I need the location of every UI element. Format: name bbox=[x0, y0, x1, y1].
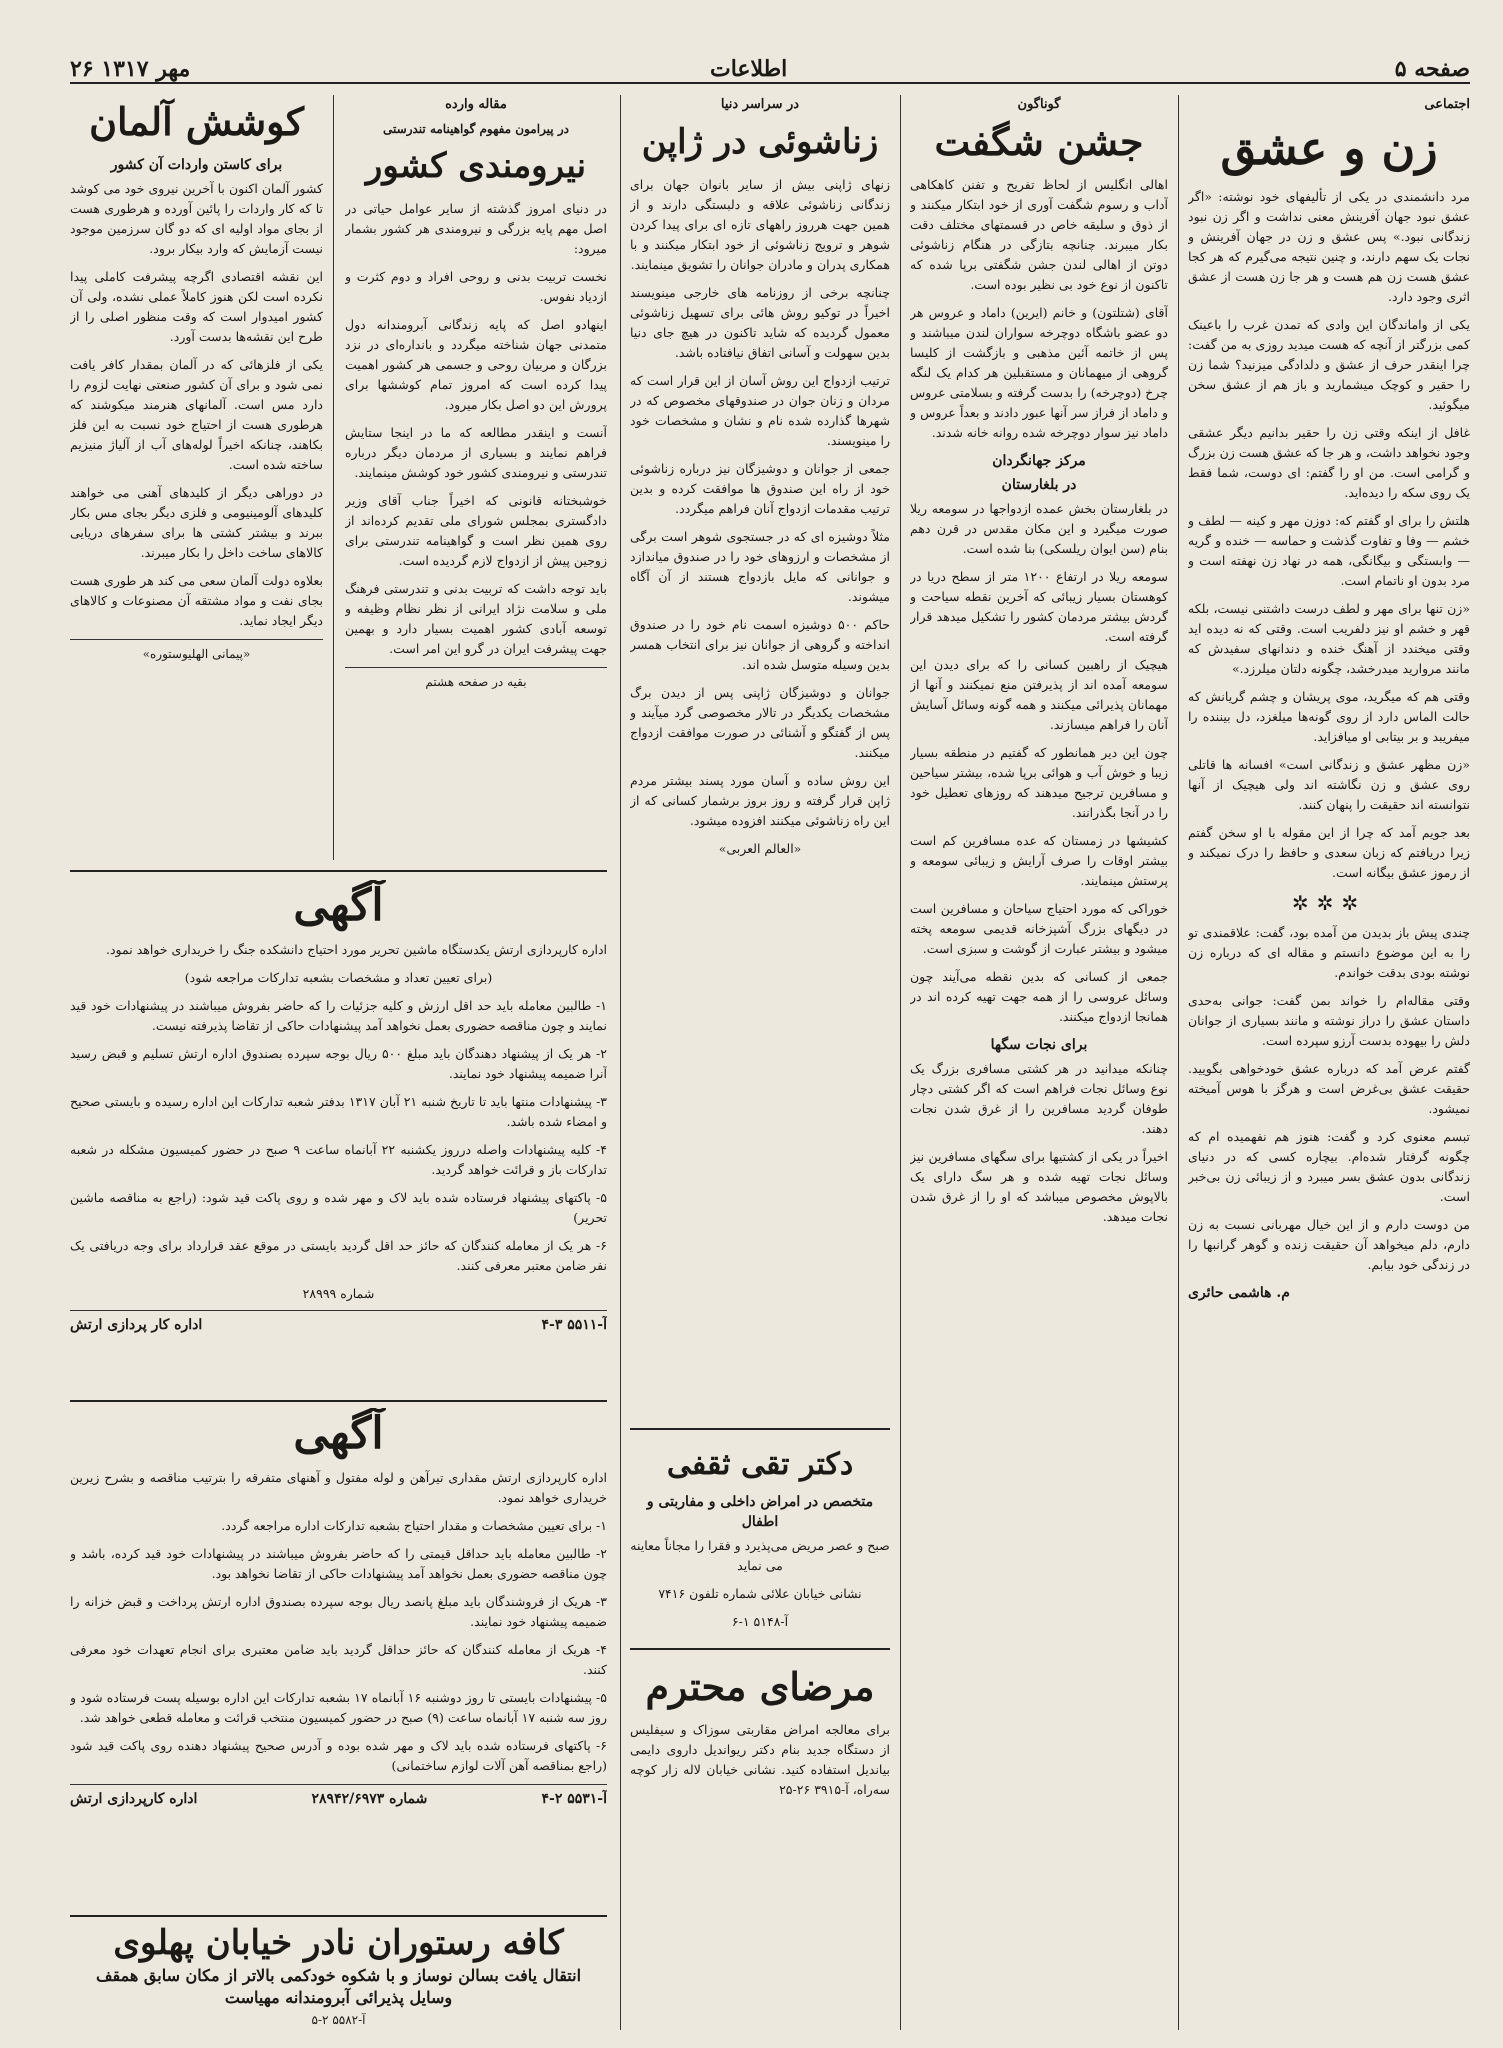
article-title: زناشوئی در ژاپن bbox=[641, 122, 879, 162]
paragraph: بعد جویم آمد که چرا از این مقوله با او سخن گفتم زیرا دریافتم که زبان سعدی و حافظ را درک نمیکند و از رموز عشق بیگانه است. bbox=[1188, 825, 1470, 880]
cafe-restaurant-advertisement bbox=[70, 1920, 607, 2040]
ad-text: برای معالجه امراض مقاربتی سوزاک و سیفلیس از دستگاه جدید بنام دکتر ریواندیل داروی دایمی بیاندیل استفاده کنید. نشانی خیابان لاله زار کوچه سه‌راه، آ-۳۹۱۵ ۲۶-۲۵ bbox=[630, 1722, 890, 1797]
source-citation: «العالم العربی» bbox=[718, 841, 802, 856]
notice-item: ۵- پاکتهای پیشنهاد فرستاده شده باید لاک و مهر شده و روی پاکت قید شود: (راجع به مناقصه ماشین تحریر) bbox=[70, 1190, 607, 1225]
notice-title: آگهی bbox=[293, 880, 384, 931]
notice-title: آگهی bbox=[293, 1408, 384, 1459]
article-title: کوشش آلمان bbox=[89, 99, 304, 144]
article-women-and-love bbox=[1188, 95, 1470, 2030]
paragraph: جمعی از کسانی که بدین نقطه می‌آیند چون وسائل عروسی را از همه جهت تهیه کرده اند در همانجا ازدواج میکنند. bbox=[910, 969, 1168, 1024]
notice-code: آ-۵۵۳۱ ۲-۴ bbox=[541, 1791, 607, 1807]
ad-title: مرضای محترم bbox=[645, 1664, 875, 1709]
paragraph: مثلاً دوشیزه ای که در جستجوی شوهر است برگی از مشخصات و ارزوهای خود را در صندوق میاندازد و جوانانی که مایل بازدواج هستند از آن آگاه میشوند. bbox=[630, 529, 890, 604]
notice-item: اداره کارپردازی ارتش یکدستگاه ماشین تحریر مورد احتیاج دانشکده جنگ را خریداری خواهد نمود. bbox=[106, 942, 607, 957]
article-marriage-in-japan bbox=[630, 95, 890, 1415]
paper-name: اطلاعات bbox=[710, 56, 788, 82]
paragraph: مرد دانشمندی در یکی از تألیفهای خود نوشته: «اگر عشق نبود جهان آفرینش معنی نداشت و اگر زن نبود زندگانی نبود.» پس عشق و زن در جهان آفرینش و نجات یک سهم دارند، و چنین نتیجه می‌گیرم که هر کجا عشق هست زن هم هست و هر جا زن هست از عشق اثری وجود دارد. bbox=[1188, 189, 1470, 304]
paragraph: آقای (شتلتون) و خانم (ایرین) داماد و عروس هر دو عضو باشگاه دوچرخه سواران لندن میباشند و پس از خاتمه آئین مذهبی و بازگشت از کلیسا گروهی از میهمانان و مستقبلین هر کدام یک لنگه چرخ (دوچرخه) را بدست گرفته و بسلامتی عروس و داماد از فراز سر آنها عبور دادند و بعداً عروس و داماد نیز سوار دوچرخه شده روانه خانه شدند. bbox=[910, 305, 1168, 440]
paragraph: غافل از اینکه وقتی زن را حقیر بدانیم دیگر عشقی وجود نخواهد داشت، و هر جا که عشق هست زن بزرگ و گرامی است. من او را گفتم: ای دوست، شما فقط یک روی سکه را دیده‌اید. bbox=[1188, 425, 1470, 500]
separator-stars: ✲✲✲ bbox=[1291, 891, 1367, 915]
army-notice-iron bbox=[70, 1408, 607, 1908]
paragraph: زنهای ژاپنی بیش از سایر بانوان جهان برای زندگانی زناشوئی علاقه و دلبستگی دارند و از همین جهت هرروز راههای تازه ای برای پیدا کردن شوهر و ترویج زناشوئی از خود ابتکار میکنند و با همکاری پدران و مادران جوانان را تشویق مینمایند. bbox=[630, 177, 890, 272]
paragraph: هیچیک از راهبین کسانی را که برای دیدن این سومعه آمده اند از پذیرفتن منع نمیکنند و آنها از مهمانان پذیرائی میکنند و همه گونه وسائل آسایش آنان را فراهم میسازند. bbox=[910, 657, 1168, 732]
paragraph: تبسم معنوی کرد و گفت: هنوز هم نفهمیده ام که چگونه گرفتار شده‌ام. بیچاره کسی که در دنیای زندگانی بدون عشق بسر میبرد و از زیبائی زن بی‌خبر است. bbox=[1188, 1129, 1470, 1204]
article-subheading: در پیرامون مفهوم گواهینامه تندرستی bbox=[383, 122, 569, 136]
article-title: نیرومندی کشور bbox=[365, 146, 587, 186]
continuation-note: بقیه در صفحه هشتم bbox=[345, 667, 607, 692]
article-title: جشن شگفت bbox=[934, 119, 1144, 164]
issue-date: ۲۶ مهر ۱۳۱۷ bbox=[70, 56, 191, 82]
ad-code: آ-۵۵۸۲ ۲-۵ bbox=[311, 2013, 366, 2027]
notice-item: ۵- پیشنهادات بایستی تا روز دوشنبه ۱۶ آبانماه ۱۷ بشعبه تدارکات این اداره بوسیله پست فرستاده شود و روز سه شنبه ۱۷ آبانماه ساعت (۹) صبح در حضور کمیسیون منتخب قرائت و معامله قطعی خواهد شد. bbox=[70, 1690, 607, 1725]
section-divider bbox=[70, 1915, 607, 1917]
paragraph: ترتیب ازدواج این روش آسان از این قرار است که مردان و زنان جوان در صندوقهای مخصوص که در شهرها گذارده شده نام و نشان و مشخصات خود را مینویسند. bbox=[630, 373, 890, 448]
notice-item: ۶- پاکتهای فرستاده شده باید لاک و مهر شده بوده و آدرس صحیح پیشنهاد دهنده روی پاکت قید شود (راجع بمناقصه آهن آلات لوازم ساختمانی) bbox=[70, 1738, 607, 1773]
paragraph: یکی از فلزهائی که در آلمان بمقدار کافر یافت نمی شود و برای آن کشور صنعتی نهایت لزوم را دارد مس است. آلمانهای هنرمند میکوشند که هرطوری هست از احتیاج خود نسبت به این فلز بکاهند، چنانکه اخیراً لوله‌های آب از آلیاژ منیزیم ساخته شده است. bbox=[70, 357, 323, 472]
article-title: زن و عشق bbox=[1220, 121, 1438, 175]
column-divider bbox=[900, 95, 901, 2030]
paragraph: خوشبختانه قانونی که اخیراً جناب آقای وزیر دادگستری بمجلس شورای ملی تقدیم کرده‌اند از روی همین نظر است و گواهینامه تندرستی برای زوجین پیش از ازدواج لازم گردیده است. bbox=[345, 493, 607, 568]
paragraph: جمعی از جوانان و دوشیزگان نیز درباره زناشوئی خود از راه این صندوق ها موافقت کرده و بدین ترتیب مقدمات ازدواج آنان فراهم میگردد. bbox=[630, 461, 890, 516]
article-strange-celebration bbox=[910, 95, 1168, 2030]
paragraph: در دنیای امروز گذشته از سایر عوامل حیاتی در اصل مهم پایه بزرگی و نیرومندی هر کشور بشمار میرود: bbox=[345, 201, 607, 256]
paragraph: این نقشه اقتصادی اگرچه پیشرفت کاملی پیدا نکرده است لکن هنوز کاملاً عملی نشده، ولی آن کشور امیدوار است که وقت منظور اصلی را از طرح این نقشه‌ها بدست آورد. bbox=[70, 269, 323, 344]
section-label: مقاله وارده bbox=[445, 97, 507, 112]
notice-issuer: اداره کار پردازی ارتش bbox=[70, 1317, 203, 1333]
notice-reference: شماره ۲۸۹۴۲/۶۹۷۳ bbox=[311, 1791, 428, 1807]
paragraph: نخست تربیت بدنی و روحی افراد و دوم کثرت و ازدیاد نفوس. bbox=[345, 269, 607, 304]
patients-advertisement bbox=[630, 1660, 890, 2030]
paragraph: من دوست دارم و از این خیال مهربانی نسبت به زن دارم، دلم میخواهد آن حقیقت زنده و گوهر گرانبها را در زندگی خود بیابم. bbox=[1188, 1217, 1470, 1272]
article-national-strength bbox=[345, 95, 607, 860]
notice-code: آ-۵۵۱۱ ۳-۴ bbox=[541, 1317, 607, 1333]
notice-item: ۴- هریک از معامله کنندگان که حائز حداقل گردید باید ضامن معتبری برای انجام تعهدات خود معرفی کنند. bbox=[70, 1642, 607, 1677]
paragraph: بعلاوه دولت آلمان سعی می کند هر طوری هست بجای نفت و مواد مشتقه آن مصنوعات و کالاهای دیگر ایجاد نماید. bbox=[70, 573, 323, 628]
notice-item: ۴- کلیه پیشنهادات واصله درروز یکشنبه ۲۲ آبانماه ساعت ۹ صبح در حضور کمیسیون مشکله در شعبه تدارکات باز و قرائت خواهد گردید. bbox=[70, 1142, 607, 1177]
paragraph: این روش ساده و آسان مورد پسند بیشتر مردم ژاپن قرار گرفته و روز بروز برشمار کسانی که از این راه زناشوئی میکنند افزوده میشود. bbox=[630, 773, 890, 828]
doctor-address: نشانی خیابان علائی شماره تلفون ۷۴۱۶ bbox=[658, 1586, 862, 1601]
paragraph: «زن تنها برای مهر و لطف درست داشتنی نیست، بلکه قهر و خشم او نیز دلفریب است. وقتی که نه دیده اید وقتی میخندد از آهنگ خنده و دندانهای سفیدش که مانند مروارید میدرخشد، چگونه دلتان میلرزد.» bbox=[1188, 601, 1470, 676]
ad-code: آ-۵۱۴۸ ۱-۶ bbox=[731, 1614, 789, 1629]
column-divider bbox=[620, 95, 621, 2030]
notice-item: ۶- هر یک از معامله کنندگان که حائز حد اقل گردید بایستی در موقع عقد قرارداد برای وجه دریافتی یک نفر ضامن معتبر معرفی کنند. bbox=[70, 1238, 607, 1273]
paragraph: اینهادو اصل که پایه زندگانی آبرومندانه دول متمدنی جهان شناخته میگردد و بانداره‌ای در نزد بزرگان و مربیان روحی و جسمی هر کشور اهمیت پیدا کرده است که امروز تمام کوششها برای پرورش این دو اصل بکار میرود. bbox=[345, 317, 607, 412]
paragraph: گفتم عرض آمد که درباره عشق خودخواهی بگویید. حقیقت عشق بی‌غرض است و هرگز با هوس آمیخته نمیشود. bbox=[1188, 1061, 1470, 1116]
subsection-title: مرکز جهانگردان bbox=[992, 453, 1086, 469]
source-citation: «پیمانی الهلیوستوره» bbox=[70, 639, 323, 664]
paragraph: آنست و اینقدر مطالعه که ما در اینجا ستایش فراهم نمایند و بسیاری از مردمان دیگر درباره تندرستی و نیرومندی کشور خود کوشش مینمایند. bbox=[345, 425, 607, 480]
section-label: در سراسر دنیا bbox=[720, 97, 800, 112]
paragraph: کشیشها در زمستان که عده مسافرین کم است بیشتر اوقات را صرف آرایش و زیبائی سومعه و پرستش مینمایند. bbox=[910, 833, 1168, 888]
notice-item: (برای تعیین تعداد و مشخصات بشعبه تدارکات مراجعه شود) bbox=[184, 970, 493, 985]
notice-issuer: اداره کارپردازی ارتش bbox=[70, 1791, 198, 1807]
paragraph: اخیراً در یکی از کشتیها برای سگهای مسافرین نیز وسائل نجات تهیه شده و هر سگ دارای یک بالاپوش مخصوص میباشد که او را از غرق شدن نجات میدهد. bbox=[910, 1149, 1168, 1224]
paragraph: اهالی انگلیس از لحاظ تفریح و تفنن کاهکاهی آداب و رسوم شگفت آوری از خود ابتکار میکنند و از ذوق و سلیقه خاص در قسمتهای مختلف دقت بکار میبرند. چنانچه بتازگی در هنگام زناشوئی دوتن از اهالی لندن جشن شگفتی برپا شده که تاکنون از نوع خود بی نظیر بوده است. bbox=[910, 177, 1168, 292]
paragraph: جوانان و دوشیزگان ژاپنی پس از دیدن برگ مشخصات یکدیگر در تالار مخصوصی گرد میآیند و پس از گفتگو و آشنائی در صورت موافقت ازدواج میکنند. bbox=[630, 685, 890, 760]
paragraph: وقتی مقاله‌ام را خواند بمن گفت: جوانی به‌حدی داستان عشق را دراز نوشته و مانند بسیاری از جوانان دلش را بیهوده بدست آرزو سپرده است. bbox=[1188, 993, 1470, 1048]
subsection-title: در بلغارستان bbox=[1001, 477, 1077, 493]
page-header bbox=[70, 52, 1470, 84]
paragraph: یکی از واماندگان این وادی که تمدن غرب را باعینک کمی بزرگتر از آنچه که هست میدید روزی به من گفت: چرا اینقدر حرف از عشق و دلدادگی میزنید؟ شما زن را حقیر و کوچک میشمارید و باز هم از عشق سخن میگوئید. bbox=[1188, 317, 1470, 412]
article-germany-effort bbox=[70, 95, 323, 860]
notice-item: ۱- برای تعیین مشخصات و مقدار احتیاج بشعبه تدارکات اداره مراجعه گردد. bbox=[221, 1518, 607, 1533]
army-notice-typewriter bbox=[70, 880, 607, 1392]
paragraph: سومعه ریلا در ارتفاع ۱۲۰۰ متر از سطح دریا در کوهستان بسیار زیبائی که آخرین نقطه سیاحت و گردش بیشتر مردمان کشور را تشکیل میدهد قرار گرفته است. bbox=[910, 569, 1168, 644]
notice-item: ۳- پیشنهادات منتها باید تا تاریخ شنبه ۲۱ آبان ۱۳۱۷ بدفتر شعبه تدارکات این اداره رسیده و بایستی صحیح و امضاء شده باشد. bbox=[70, 1094, 607, 1129]
paragraph: در دوراهی دیگر از کلیدهای آهنی می خواهند کلیدهای آلومینیومی و فلزی دیگر بجای مس بکار ببرند و بیشتر کشتی ها برای سفرهای دریایی کالاهای ساخت داخل را بکار میبرند. bbox=[70, 485, 323, 560]
notice-reference: شماره ۲۸۹۹۹ bbox=[302, 1286, 375, 1301]
doctor-name: دکتر تقی ثقفی bbox=[666, 1447, 854, 1482]
section-divider bbox=[630, 1428, 890, 1430]
notice-item: ۲- طالبین معامله باید حداقل قیمتی را که حاضر بفروش میباشند در پیشنهادات خود قید کرده، باشد و چون مناقصه حضوری بعمل نخواهد آمد پیشنهادات حاکی از تقاضا نخواهد بود. bbox=[70, 1546, 607, 1581]
business-line: وسایل پذیرائی آبرومندانه مهیاست bbox=[224, 1988, 453, 2007]
notice-item: ۳- هریک از فروشندگان باید مبلغ پانصد ریال بوجه سپرده بصندوق اداره ارتش پرداخت و قبض خزانه را ضمیمه پیشنهاد خود نمایند. bbox=[70, 1594, 607, 1629]
section-divider bbox=[70, 1400, 607, 1402]
paragraph: خوراکی که مورد احتیاج سیاحان و مسافرین است در دیگهای بزرگ آشپزخانه قدیمی سومعه پخته میشود و بیشتر عبارت از گوشت و سبزی است. bbox=[910, 901, 1168, 956]
paragraph: هلتش را برای او گفتم که: دوزن مهر و کینه — لطف و خشم — وفا و تفاوت گذشت و حماسه — خنده و گریه — وابستگی و بیگانگی، همه در نهاد زن نهفته است و مرد بدون او ناتمام است. bbox=[1188, 513, 1470, 588]
paragraph: باید توجه داشت که تربیت بدنی و تندرستی فرهنگ ملی و سلامت نژاد ایرانی از نظر نظام وظیفه و توسعه آبادی کشور اهمیت بسیار دارد و بهمین جهت پیشرفت ایران در گرو این امر است. bbox=[345, 581, 607, 656]
notice-footer bbox=[70, 1784, 607, 1809]
notice-item: ۱- طالبین معامله باید حد اقل ارزش و کلیه جزئیات را که حاضر بفروش میباشند در پیشنهادات خود قید نمایند و چون مناقصه حضوری بعمل نخواهد آمد پیشنهادات حاکی از تقاضا پذیرفته نیست. bbox=[70, 998, 607, 1033]
column-divider bbox=[1178, 95, 1179, 2030]
section-divider bbox=[70, 870, 607, 872]
paragraph: «زن مظهر عشق و زندگانی است» افسانه ها قاتلی روی عشق و زن نگاشته اند ولی هیچیک از آنها نتوانسته اند حقیقت را پنهان کنند. bbox=[1188, 757, 1470, 812]
doctor-specialty: متخصص در امراض داخلی و مفاربتی و اطفال bbox=[646, 1494, 874, 1530]
notice-footer bbox=[70, 1310, 607, 1335]
paragraph: چون این دیر همانطور که گفتیم در منطقه بسیار زیبا و خوش آب و هوائی برپا شده، بیشتر سیاحین و مسافرین ترجیح میدهند که روزهای تعطیل خود را در آنجا بگذرانند. bbox=[910, 745, 1168, 820]
section-label: اجتماعی bbox=[1424, 97, 1470, 112]
author-signature: م. هاشمی حائری bbox=[1188, 1285, 1290, 1301]
paragraph: چنانچه برخی از روزنامه های خارجی مینویسند اخیراً در توکیو روش هائی برای تسهیل زناشوئی معمول گردیده که شاید تاکنون در هیچ جای دنیا بدین سهولت و آسانی اتفاق نیافتاده باشد. bbox=[630, 285, 890, 360]
business-name: کافه رستوران نادر خیابان پهلوی bbox=[113, 1923, 564, 1963]
section-label: گوناگون bbox=[1017, 97, 1061, 112]
paragraph: حاکم ۵۰۰ دوشیزه اسمت نام خود را در صندوق انداخته و گروهی از جوانان نیز برای انتخاب همسر بدین وسیله متوسل شده اند. bbox=[630, 617, 890, 672]
paragraph: وقتی هم که میگرید، موی پریشان و چشم گریانش که حالت الماس دارد از روی گونه‌ها میلغزد، دل بیننده را میفریبد و بر بیتابی او میافزاید. bbox=[1188, 689, 1470, 744]
section-divider bbox=[630, 1648, 890, 1650]
article-subtitle: برای کاستن واردات آن کشور bbox=[110, 157, 283, 173]
business-line: انتقال یافت بسالن نوساز و با شکوه خودکمی بالاتر از مکان سابق همقف bbox=[95, 1966, 582, 1985]
paragraph: چندی پیش باز بدیدن من آمده بود، گفت: علاقمندی تو را به این موضوع دانستم و مقاله ای که درباره زن نوشته بودی بدقت خواندم. bbox=[1188, 925, 1470, 980]
notice-item: اداره کارپردازی ارتش مقداری تیرآهن و لوله مفتول و آهنهای متفرقه را بترتیب مناقصه و بشرح زیرین خریداری خواهد نمود. bbox=[70, 1470, 607, 1505]
paragraph: کشور آلمان اکنون با آخرین نیروی خود می کوشد تا که کار واردات را پائین آورده و هرطوری هست از بجای مواد اولیه ای که دو گان سرزمین موجود نیست آزمایش که وارد بیکار برود. bbox=[70, 181, 323, 256]
paragraph: چنانکه میدانید در هر کشتی مسافری بزرگ یک نوع وسائل نجات فراهم است که اگر کشتی دچار طوفان گردید مسافرین را از غرق شدن نجات دهند. bbox=[910, 1061, 1168, 1136]
doctor-hours: صبح و عصر مریض می‌پذیرد و فقرا را مجاناً معاینه می نماید bbox=[630, 1538, 890, 1573]
doctor-advertisement bbox=[630, 1440, 890, 1640]
page-number: صفحه ۵ bbox=[1394, 56, 1470, 82]
paragraph: در بلغارستان بخش عمده ازدواجها در سومعه ریلا صورت میگیرد و این مکان مقدس در قرن دهم بنام (سن ایوان ریلسکی) بنا شده است. bbox=[910, 501, 1168, 556]
column-divider bbox=[333, 95, 334, 860]
notice-item: ۲- هر یک از پیشنهاد دهندگان باید مبلغ ۵۰۰ ریال بوجه سپرده بصندوق اداره ارتش تسلیم و قبض رسید آنرا ضمیمه پیشنهاد خود نمایند. bbox=[70, 1046, 607, 1081]
subsection-title: برای نجات سگها bbox=[990, 1037, 1088, 1053]
